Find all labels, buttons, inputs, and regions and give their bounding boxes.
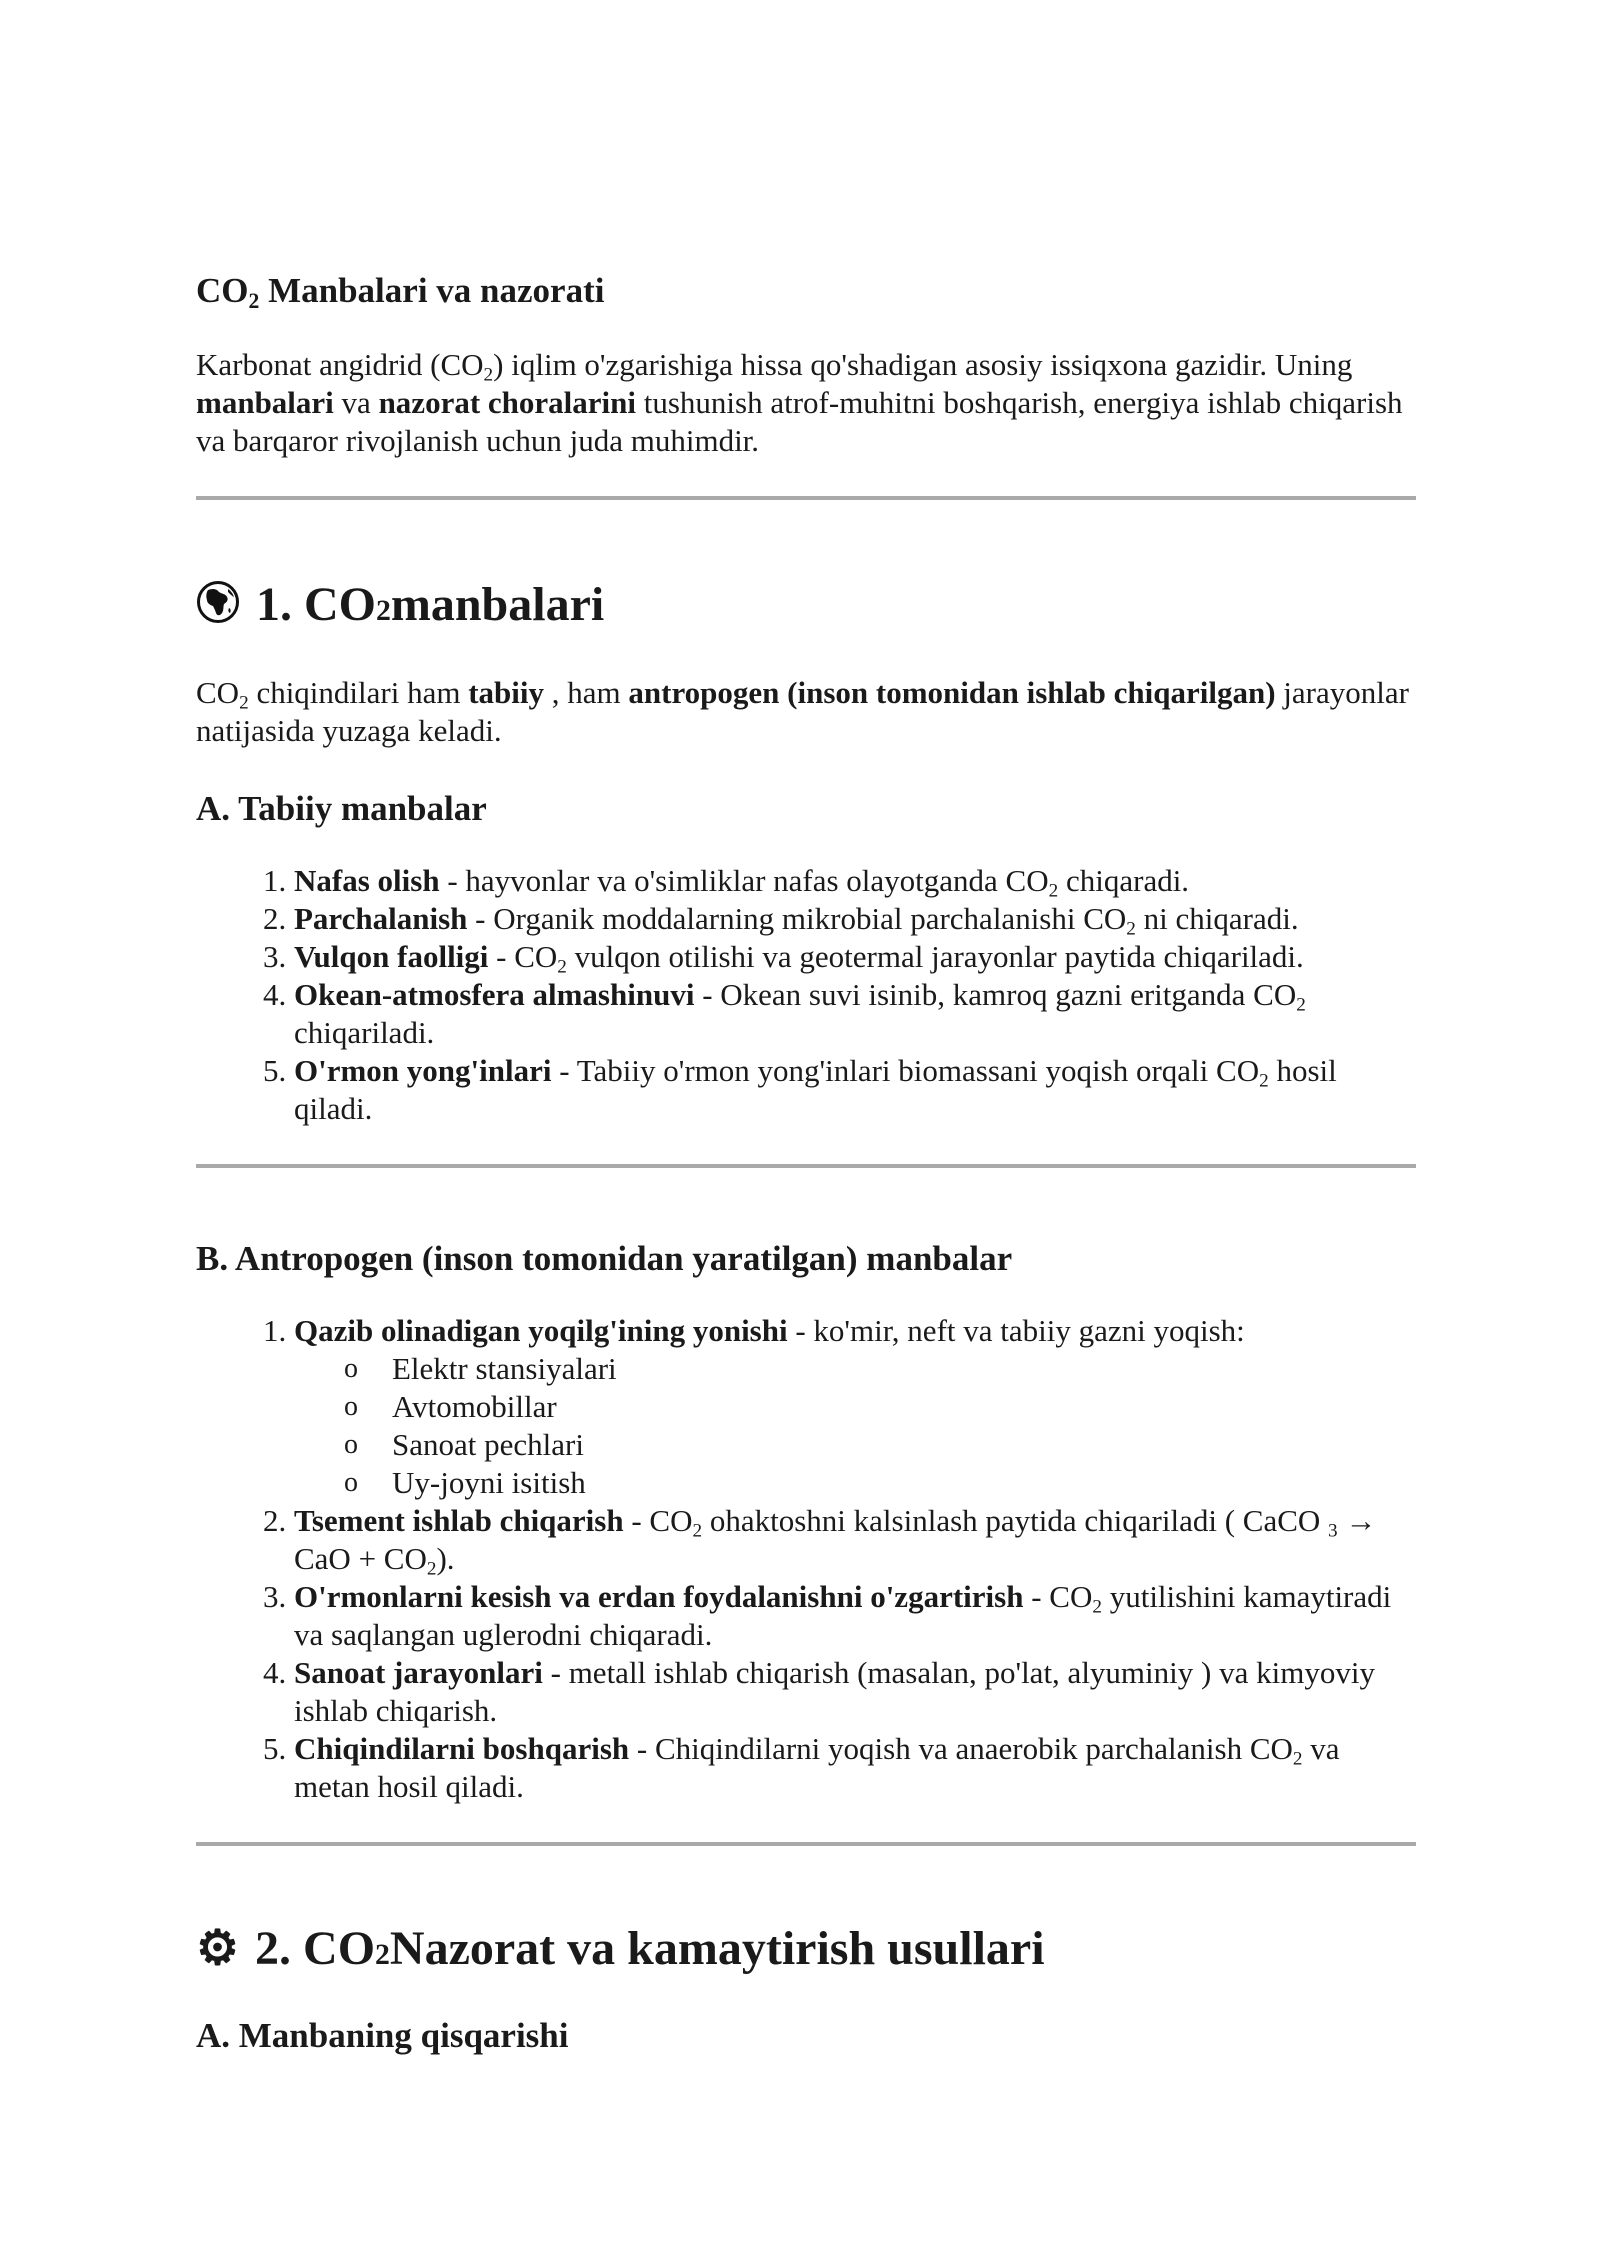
item-text: - CO xyxy=(488,938,558,974)
para-bold: antropogen (inson tomonidan ishlab chiqarilgan) xyxy=(628,674,1276,710)
title-text-rest: Manbalari va nazorati xyxy=(259,271,605,310)
item-text: chiqaradi. xyxy=(1058,862,1190,898)
sublist-item xyxy=(344,1464,1416,1502)
item-text: - CO xyxy=(623,1502,693,1538)
para-text: CO xyxy=(196,674,240,710)
item-bold: Parchalanish xyxy=(294,900,468,936)
intro-text: va xyxy=(333,385,379,420)
para-text: jarayonlar natijasida yuzaga keladi. xyxy=(196,674,1409,748)
bullet-marker: o xyxy=(344,1428,358,1460)
gear-icon: ⚙ xyxy=(196,1921,240,1975)
para-text: chiqindilari ham xyxy=(248,674,469,710)
list-item xyxy=(294,1730,1416,1806)
section1-paragraph xyxy=(196,674,1416,750)
list-item xyxy=(294,938,1416,976)
section1-heading: 1. CO 2 manbalari xyxy=(196,576,1416,634)
section2-title-rest: Nazorat va kamaytirish usullari xyxy=(389,1921,1045,1975)
sublist-text: Uy-joyni isitish xyxy=(392,1464,586,1500)
item-text: - Tabiiy o'rmon yong'inlari biomassani yoqish orqali CO xyxy=(551,1052,1260,1088)
list-item xyxy=(294,1578,1416,1654)
item-text: hosil qiladi. xyxy=(294,1052,1337,1126)
intro-text: Karbonat angidrid (CO xyxy=(196,347,484,382)
title-text: CO xyxy=(196,271,249,310)
item-text: va metan hosil qiladi. xyxy=(294,1730,1340,1804)
item-bold: Tsement ishlab chiqarish xyxy=(294,1502,624,1538)
item-bold: Vulqon faolligi xyxy=(294,938,489,974)
bullet-marker: o xyxy=(344,1390,358,1422)
intro-text: ) iqlim o'zgarishiga hissa qo'shadigan asosiy issiqxona gazidir. Uning xyxy=(493,347,1353,382)
list-item xyxy=(294,900,1416,938)
sublist-item xyxy=(344,1426,1416,1464)
anthropogenic-sources-list xyxy=(196,1312,1416,1806)
globe-africa-icon xyxy=(196,576,240,634)
item-text: ohaktoshni kalsinlash paytida chiqariladi ( CaCO xyxy=(702,1502,1329,1538)
document-content xyxy=(196,270,1416,2057)
item-subscript: 2 xyxy=(692,1519,703,1541)
item-text: - Chiqindilarni yoqish va anaerobik parchalanish CO xyxy=(629,1730,1293,1766)
item-text: ). xyxy=(436,1540,455,1576)
anthropogenic-sources-heading: B. Antropogen (inson tomonidan yaratilgan) manbalar xyxy=(196,1238,1013,1278)
bullet-marker: o xyxy=(344,1352,358,1384)
source-reduction-heading: A. Manbaning qisqarishi xyxy=(196,2016,569,2056)
intro-subscript: 2 xyxy=(483,364,494,386)
title-subscript: 2 xyxy=(248,289,260,314)
intro-bold: manbalari xyxy=(196,385,334,420)
divider xyxy=(196,1842,1416,1846)
bullet-marker: o xyxy=(344,1466,358,1498)
item-text: yutilishini kamaytiradi va saqlangan uglerodni chiqaradi. xyxy=(294,1578,1392,1652)
item-subscript: 2 xyxy=(1092,1595,1102,1617)
sublist-text: Sanoat pechlari xyxy=(392,1426,584,1462)
item-subscript: 2 xyxy=(1292,1747,1303,1769)
fossil-fuel-sublist xyxy=(294,1350,1416,1502)
item-bold: Qazib olinadigan yoqilg'ining yonishi xyxy=(294,1312,788,1348)
item-bold: O'rmon yong'inlari xyxy=(294,1052,552,1088)
item-text: ni chiqaradi. xyxy=(1135,900,1299,936)
item-text: → CaO + CO xyxy=(294,1502,1377,1576)
list-item xyxy=(294,1052,1416,1128)
intro-bold: nazorat choralarini xyxy=(378,385,636,420)
item-subscript: 2 xyxy=(1048,879,1059,901)
list-item xyxy=(294,1654,1416,1730)
item-text: - Organik moddalarning mikrobial parchalanishi CO xyxy=(467,900,1127,936)
item-bold: O'rmonlarni kesish va erdan foydalanishni o'zgartirish xyxy=(294,1578,1024,1614)
item-text: - hayvonlar va o'simliklar nafas olayotganda CO xyxy=(439,862,1049,898)
para-bold: tabiiy xyxy=(468,674,545,710)
natural-sources-heading: A. Tabiiy manbalar xyxy=(196,788,487,828)
item-subscript: 2 xyxy=(426,1557,437,1579)
list-item xyxy=(294,976,1416,1052)
section1-title-text: 1. CO xyxy=(256,578,376,631)
divider xyxy=(196,496,1416,500)
item-text: - CO xyxy=(1023,1578,1093,1614)
item-text: - metall ishlab chiqarish (masalan, po'lat, alyuminiy ) va kimyoviy ishlab chiqarish. xyxy=(294,1654,1375,1728)
sublist-text: Avtomobillar xyxy=(392,1388,557,1424)
list-item xyxy=(294,1312,1416,1502)
list-item xyxy=(294,1502,1416,1578)
para-text: , ham xyxy=(544,674,629,710)
item-subscript: 2 xyxy=(557,955,567,977)
item-bold: Chiqindilarni boshqarish xyxy=(294,1730,630,1766)
natural-sources-list xyxy=(196,862,1416,1128)
item-text: vulqon otilishi va geotermal jarayonlar paytida chiqariladi. xyxy=(566,938,1304,974)
intro-text: tushunish atrof-muhitni boshqarish, energiya ishlab chiqarish va barqaror rivojlanish uchun juda muhimdir. xyxy=(196,385,1403,458)
section2-title-text: 2. CO xyxy=(255,1921,376,1975)
sublist-item xyxy=(344,1350,1416,1388)
section2-heading: ⚙ 2. CO 2 Nazorat va kamaytirish usullari xyxy=(196,1920,1416,1978)
item-subscript: 2 xyxy=(1126,917,1136,939)
item-text: - Okean suvi isinib, kamroq gazni eritganda CO xyxy=(694,976,1297,1012)
item-subscript: 2 xyxy=(1296,993,1306,1015)
intro-paragraph xyxy=(196,346,1416,460)
item-text: - ko'mir, neft va tabiiy gazni yoqish: xyxy=(787,1312,1245,1348)
item-bold: Sanoat jarayonlari xyxy=(294,1654,543,1690)
document-title xyxy=(196,270,1416,312)
sublist-text: Elektr stansiyalari xyxy=(392,1350,617,1386)
para-subscript: 2 xyxy=(239,691,249,713)
sublist-item xyxy=(344,1388,1416,1426)
item-subscript: 3 xyxy=(1328,1519,1338,1541)
divider xyxy=(196,1164,1416,1168)
item-bold: Okean-atmosfera almashinuvi xyxy=(294,976,695,1012)
item-bold: Nafas olish xyxy=(294,862,440,898)
item-text: chiqariladi. xyxy=(294,1014,435,1050)
section1-title-rest: manbalari xyxy=(390,578,605,631)
list-item xyxy=(294,862,1416,900)
item-subscript: 2 xyxy=(1259,1069,1269,1091)
